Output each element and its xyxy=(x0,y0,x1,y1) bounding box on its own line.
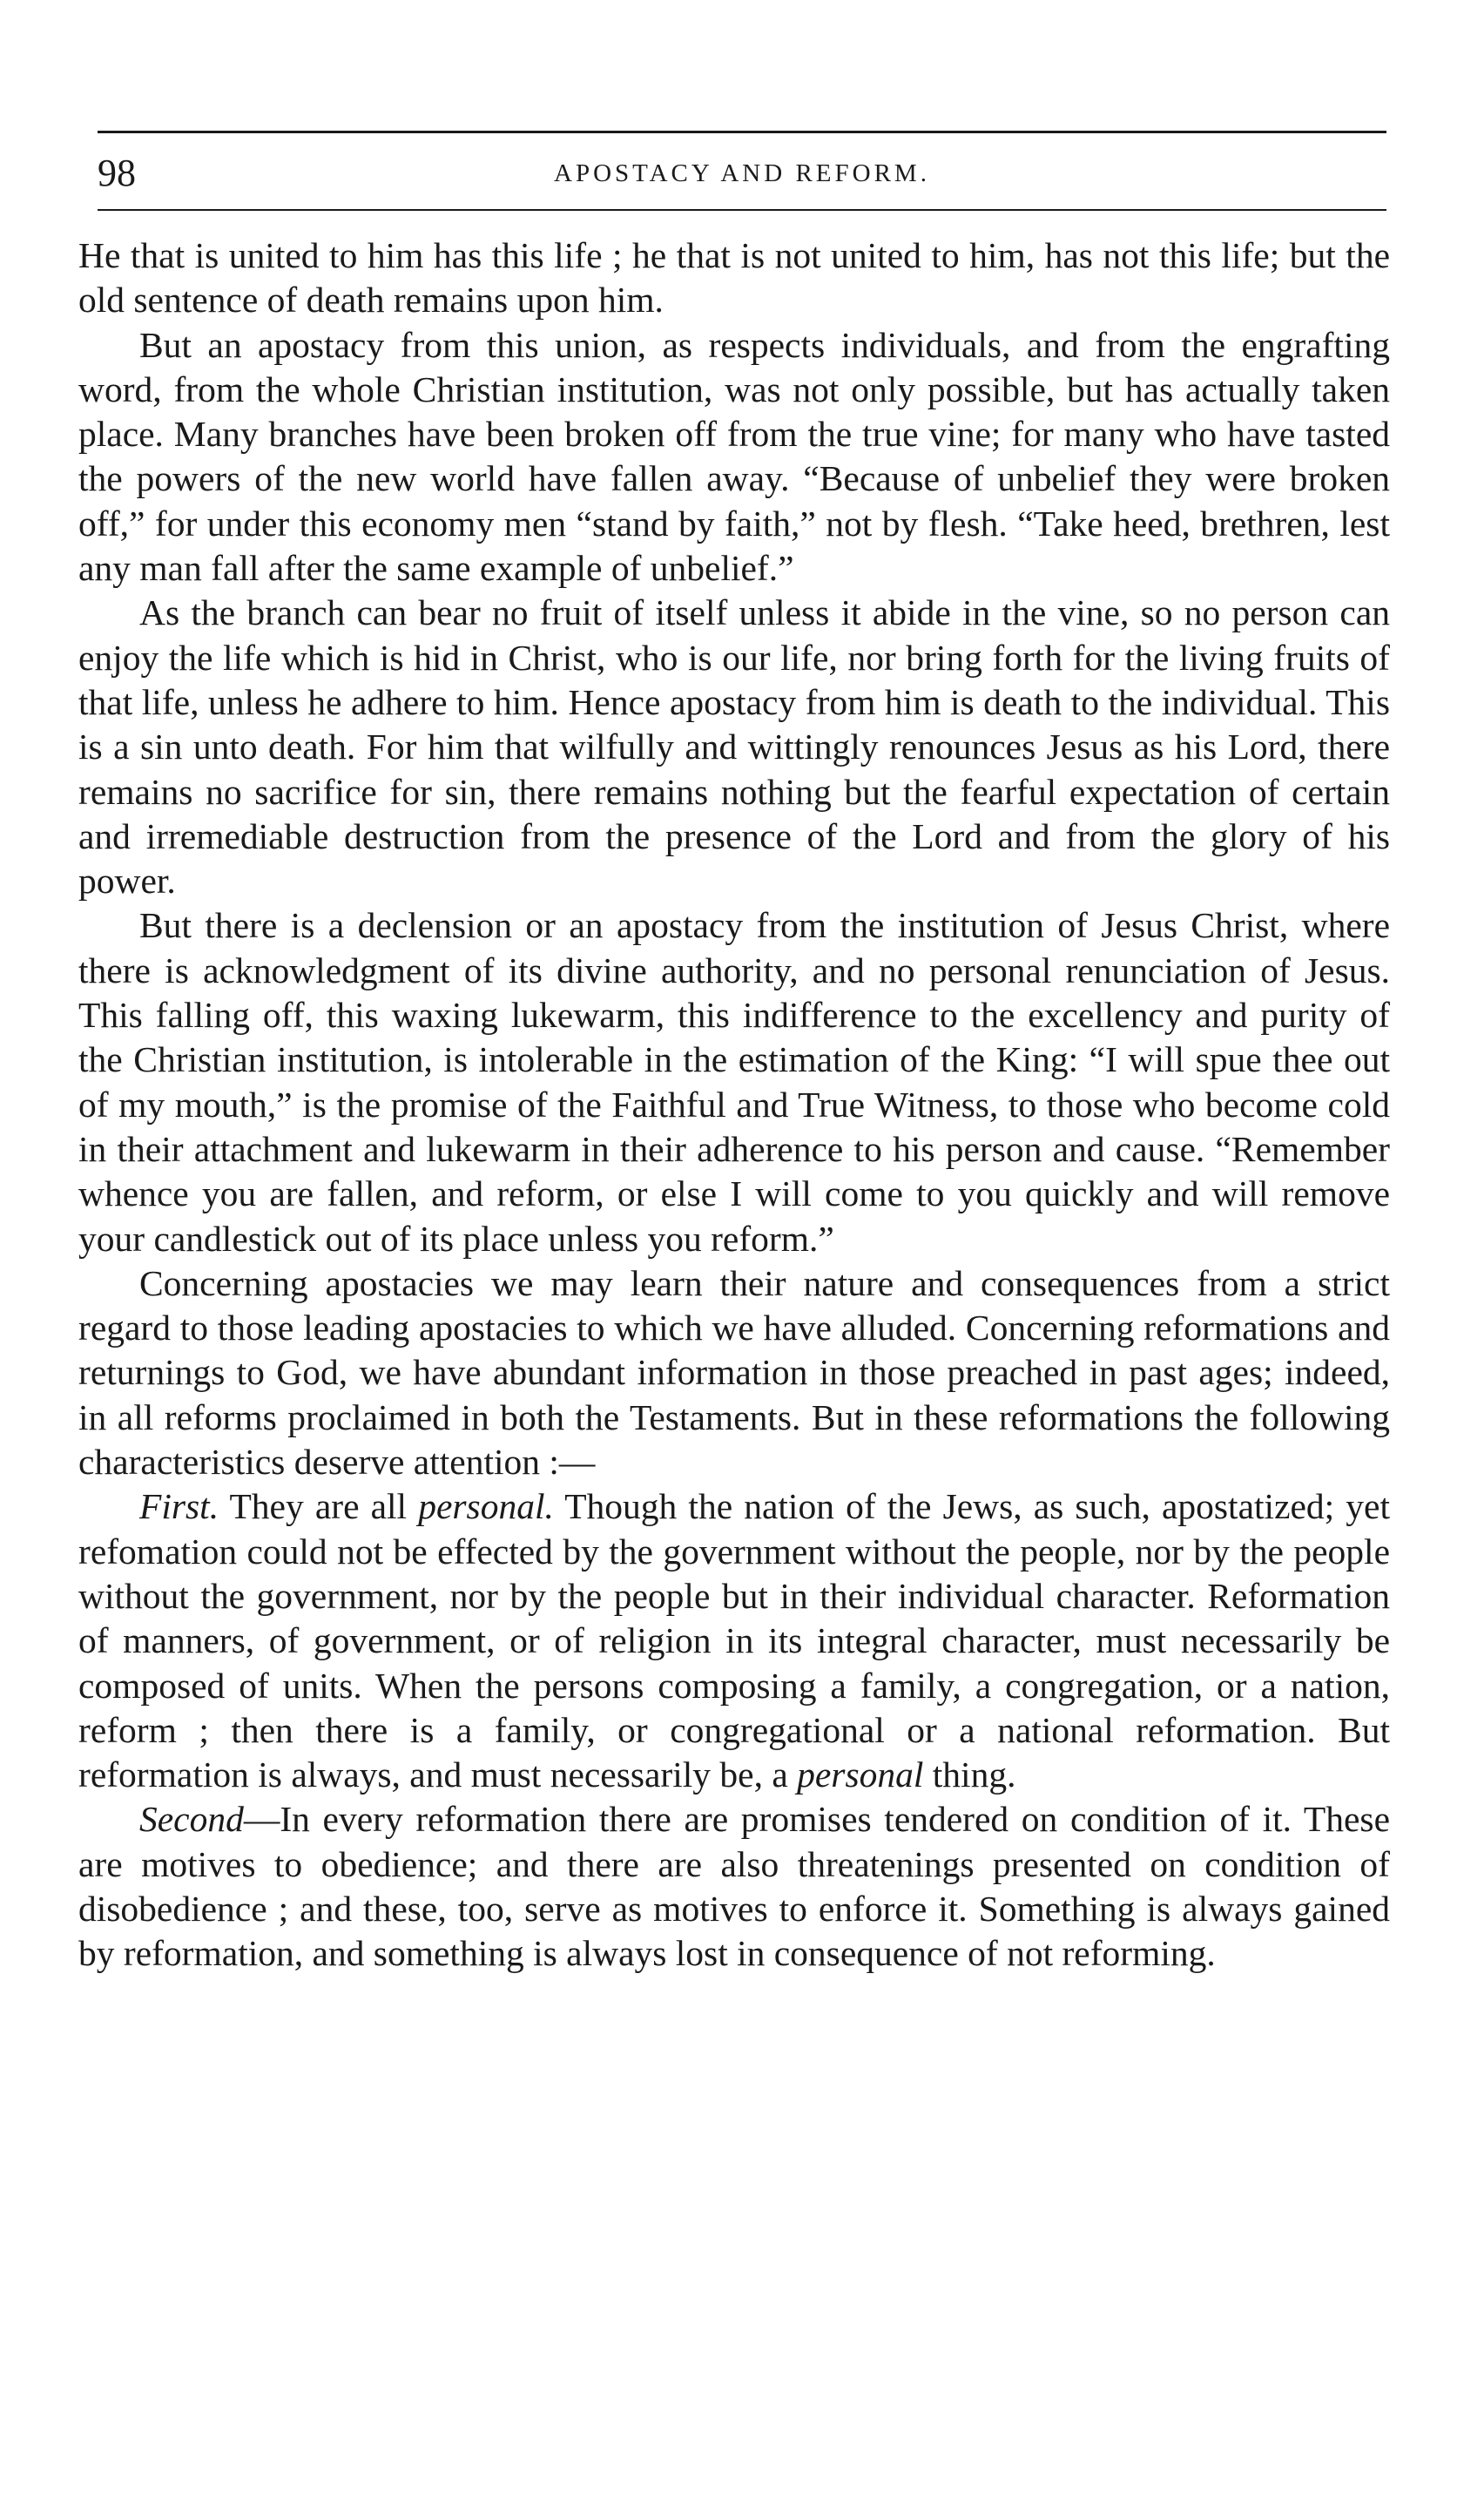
header-top-rule xyxy=(98,131,1386,133)
paragraph-7 xyxy=(78,1797,1390,1976)
running-title: APOSTACY AND REFORM. xyxy=(554,159,930,187)
paragraph-6-lead: First. xyxy=(139,1486,219,1527)
paragraph-6-emphasis-a: personal. xyxy=(418,1486,554,1527)
header-bottom-rule xyxy=(98,209,1386,211)
paragraph-5: Concerning apostacies we may learn their nature and consequences from a strict regard to those leading apostacies to which we have alluded. Concerning reformations and returnings to God, we have abundant information in those preached in past ages; indeed, in all reforms proclaimed in both the Testaments. But in these reformations the following characteristics deserve attention :— xyxy=(78,1262,1390,1483)
paragraph-7-text: —In every reformation there are promises tendered on condition of it. These are motives to obedience; and there are also threatenings presented on condition of disobedience ; and these, too, serve as motives to enforce it. Something is always gained by reformation, and something is always lost in consequence of not reforming. xyxy=(78,1799,1390,1974)
paragraph-4: But there is a declension or an apostacy from the institution of Jesus Christ, where there is acknowledgment of its divine authority, and no personal renunciation of Jesus. This falling off, this waxing lukewarm, this indifference to the excellency and purity of the Christian institution, is intolerable in the estimation of the King: “I will spue thee out of my mouth,” is the promise of the Faithful and True Witness, to those who become cold in their attachment and lukewarm in their adherence to his person and cause. “Remember whence you are fallen, and reform, or else I will come to you quickly and will remove your candlestick out of its place unless you reform.” xyxy=(78,905,1390,1259)
paragraph-6-text-a: They are all xyxy=(219,1486,419,1527)
paragraph-6-text-b: Though the nation of the Jews, as such, apostatized; yet refomation could not be effected by the government without the people, nor by the people without the government, nor by the people but in their individual character. Reformation of manners, of government, or of religion in its integral character, must necessarily be composed of units. When the persons composing a family, a congregation, or a nation, reform ; then there is a family, or congregational or a national reformation. But reformation is always, and must necessarily be, a xyxy=(78,1486,1390,1795)
paragraph-6-emphasis-b: personal xyxy=(797,1754,924,1795)
paragraph-1: He that is united to him has this life ; he that is not united to him, has not this life; but the old sentence of death remains upon him. xyxy=(78,235,1390,321)
paragraph-6 xyxy=(78,1484,1390,1797)
paragraph-7-lead: Second xyxy=(139,1799,244,1840)
paragraph-2: But an apostacy from this union, as respects individuals, and from the engrafting word, from the whole Christian institution, was not only possible, but has actually taken place. Many branches have been broken off from the true vine; for many who have tasted the powers of the new world have fallen away. “Because of unbelief they were broken off,” for under this economy men “stand by faith,” not by flesh. “Take heed, brethren, lest any man fall after the same example of unbelief.” xyxy=(78,324,1390,589)
body-text xyxy=(78,233,1390,1977)
running-head xyxy=(98,146,1386,200)
page-number: 98 xyxy=(98,152,136,194)
paragraph-3: As the branch can bear no fruit of itself unless it abide in the vine, so no person can enjoy the life which is hid in Christ, who is our life, nor bring forth for the living fruits of that life, unless he adhere to him. Hence apostacy from him is death to the individual. This is a sin unto death. For him that wilfully and wittingly renounces Jesus as his Lord, there remains no sacrifice for sin, there remains nothing but the fearful expectation of certain and irremediable destruction from the presence of the Lord and from the glory of his power. xyxy=(78,592,1390,902)
paragraph-6-text-c: thing. xyxy=(923,1754,1016,1795)
